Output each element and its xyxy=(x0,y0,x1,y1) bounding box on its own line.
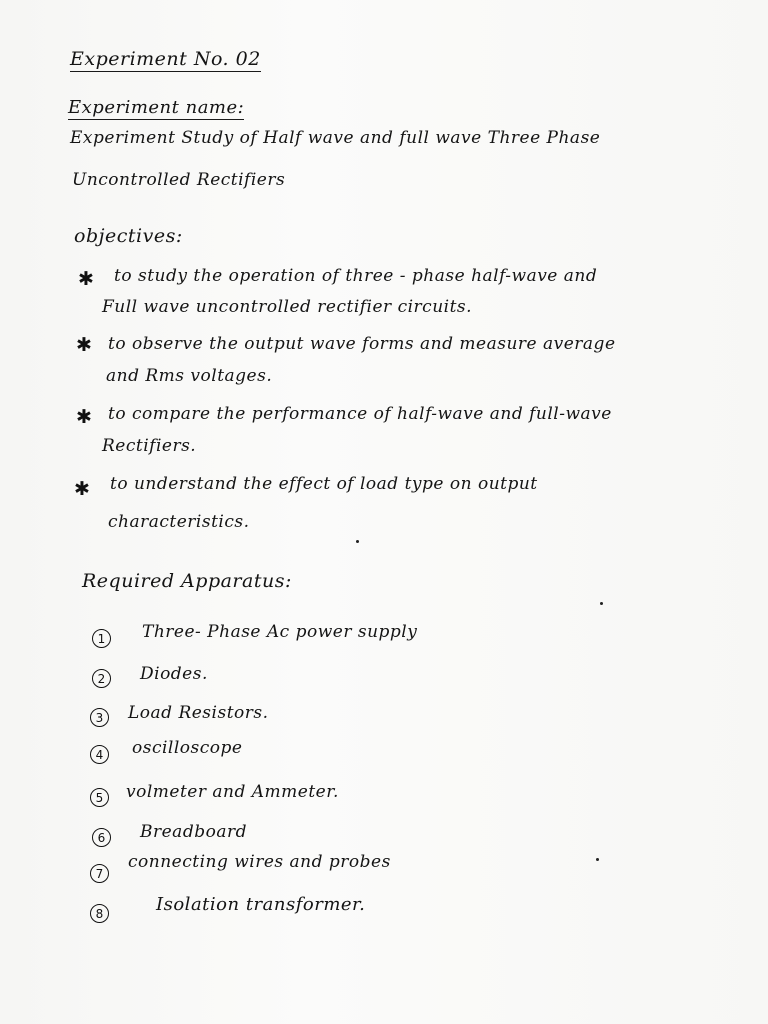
objective-4-line-2: characteristics. xyxy=(108,512,250,532)
objective-1-line-2: Full wave uncontrolled rectifier circuits. xyxy=(102,297,473,317)
apparatus-item-6: Breadboard xyxy=(140,822,247,842)
ink-speck xyxy=(600,602,603,605)
apparatus-number-badge: 4 xyxy=(90,745,109,764)
apparatus-item-1: Three- Phase Ac power supply xyxy=(142,622,418,642)
experiment-name-line-2: Uncontrolled Rectifiers xyxy=(72,170,286,190)
ink-speck xyxy=(356,540,359,543)
apparatus-number-badge: 2 xyxy=(92,669,111,688)
objective-1-line-1: to study the operation of three - phase half-wave and xyxy=(114,266,598,286)
objective-2-line-2: and Rms voltages. xyxy=(106,366,273,386)
ink-speck xyxy=(596,858,599,861)
apparatus-item-2: Diodes. xyxy=(140,664,208,684)
objectives-heading: objectives: xyxy=(74,225,183,247)
objective-2-line-1: to observe the output wave forms and measure average xyxy=(108,334,616,354)
objective-4-line-1: to understand the effect of load type on output xyxy=(110,474,538,494)
experiment-name-heading: Experiment name: xyxy=(68,97,245,118)
apparatus-number-badge: 6 xyxy=(92,828,111,847)
apparatus-number-badge: 3 xyxy=(90,708,109,727)
asterisk-bullet-icon: ✱ xyxy=(76,406,92,428)
asterisk-bullet-icon: ✱ xyxy=(78,268,94,290)
objective-3-line-1: to compare the performance of half-wave and full-wave xyxy=(108,404,612,424)
apparatus-number-badge: 7 xyxy=(90,864,109,883)
apparatus-item-5: volmeter and Ammeter. xyxy=(126,782,339,802)
experiment-number-title: Experiment No. 02 xyxy=(70,48,261,70)
apparatus-item-3: Load Resistors. xyxy=(128,703,269,723)
apparatus-item-8: Isolation transformer. xyxy=(156,894,366,915)
apparatus-item-7: connecting wires and probes xyxy=(128,852,391,872)
apparatus-heading: Required Apparatus: xyxy=(82,570,292,592)
apparatus-item-4: oscilloscope xyxy=(132,738,243,758)
apparatus-number-badge: 5 xyxy=(90,788,109,807)
asterisk-bullet-icon: ✱ xyxy=(74,478,90,500)
apparatus-number-badge: 8 xyxy=(90,904,109,923)
objective-3-line-2: Rectifiers. xyxy=(102,436,197,456)
asterisk-bullet-icon: ✱ xyxy=(76,334,92,356)
experiment-name-line-1: Experiment Study of Half wave and full wave Three Phase xyxy=(70,128,601,148)
apparatus-number-badge: 1 xyxy=(92,629,111,648)
